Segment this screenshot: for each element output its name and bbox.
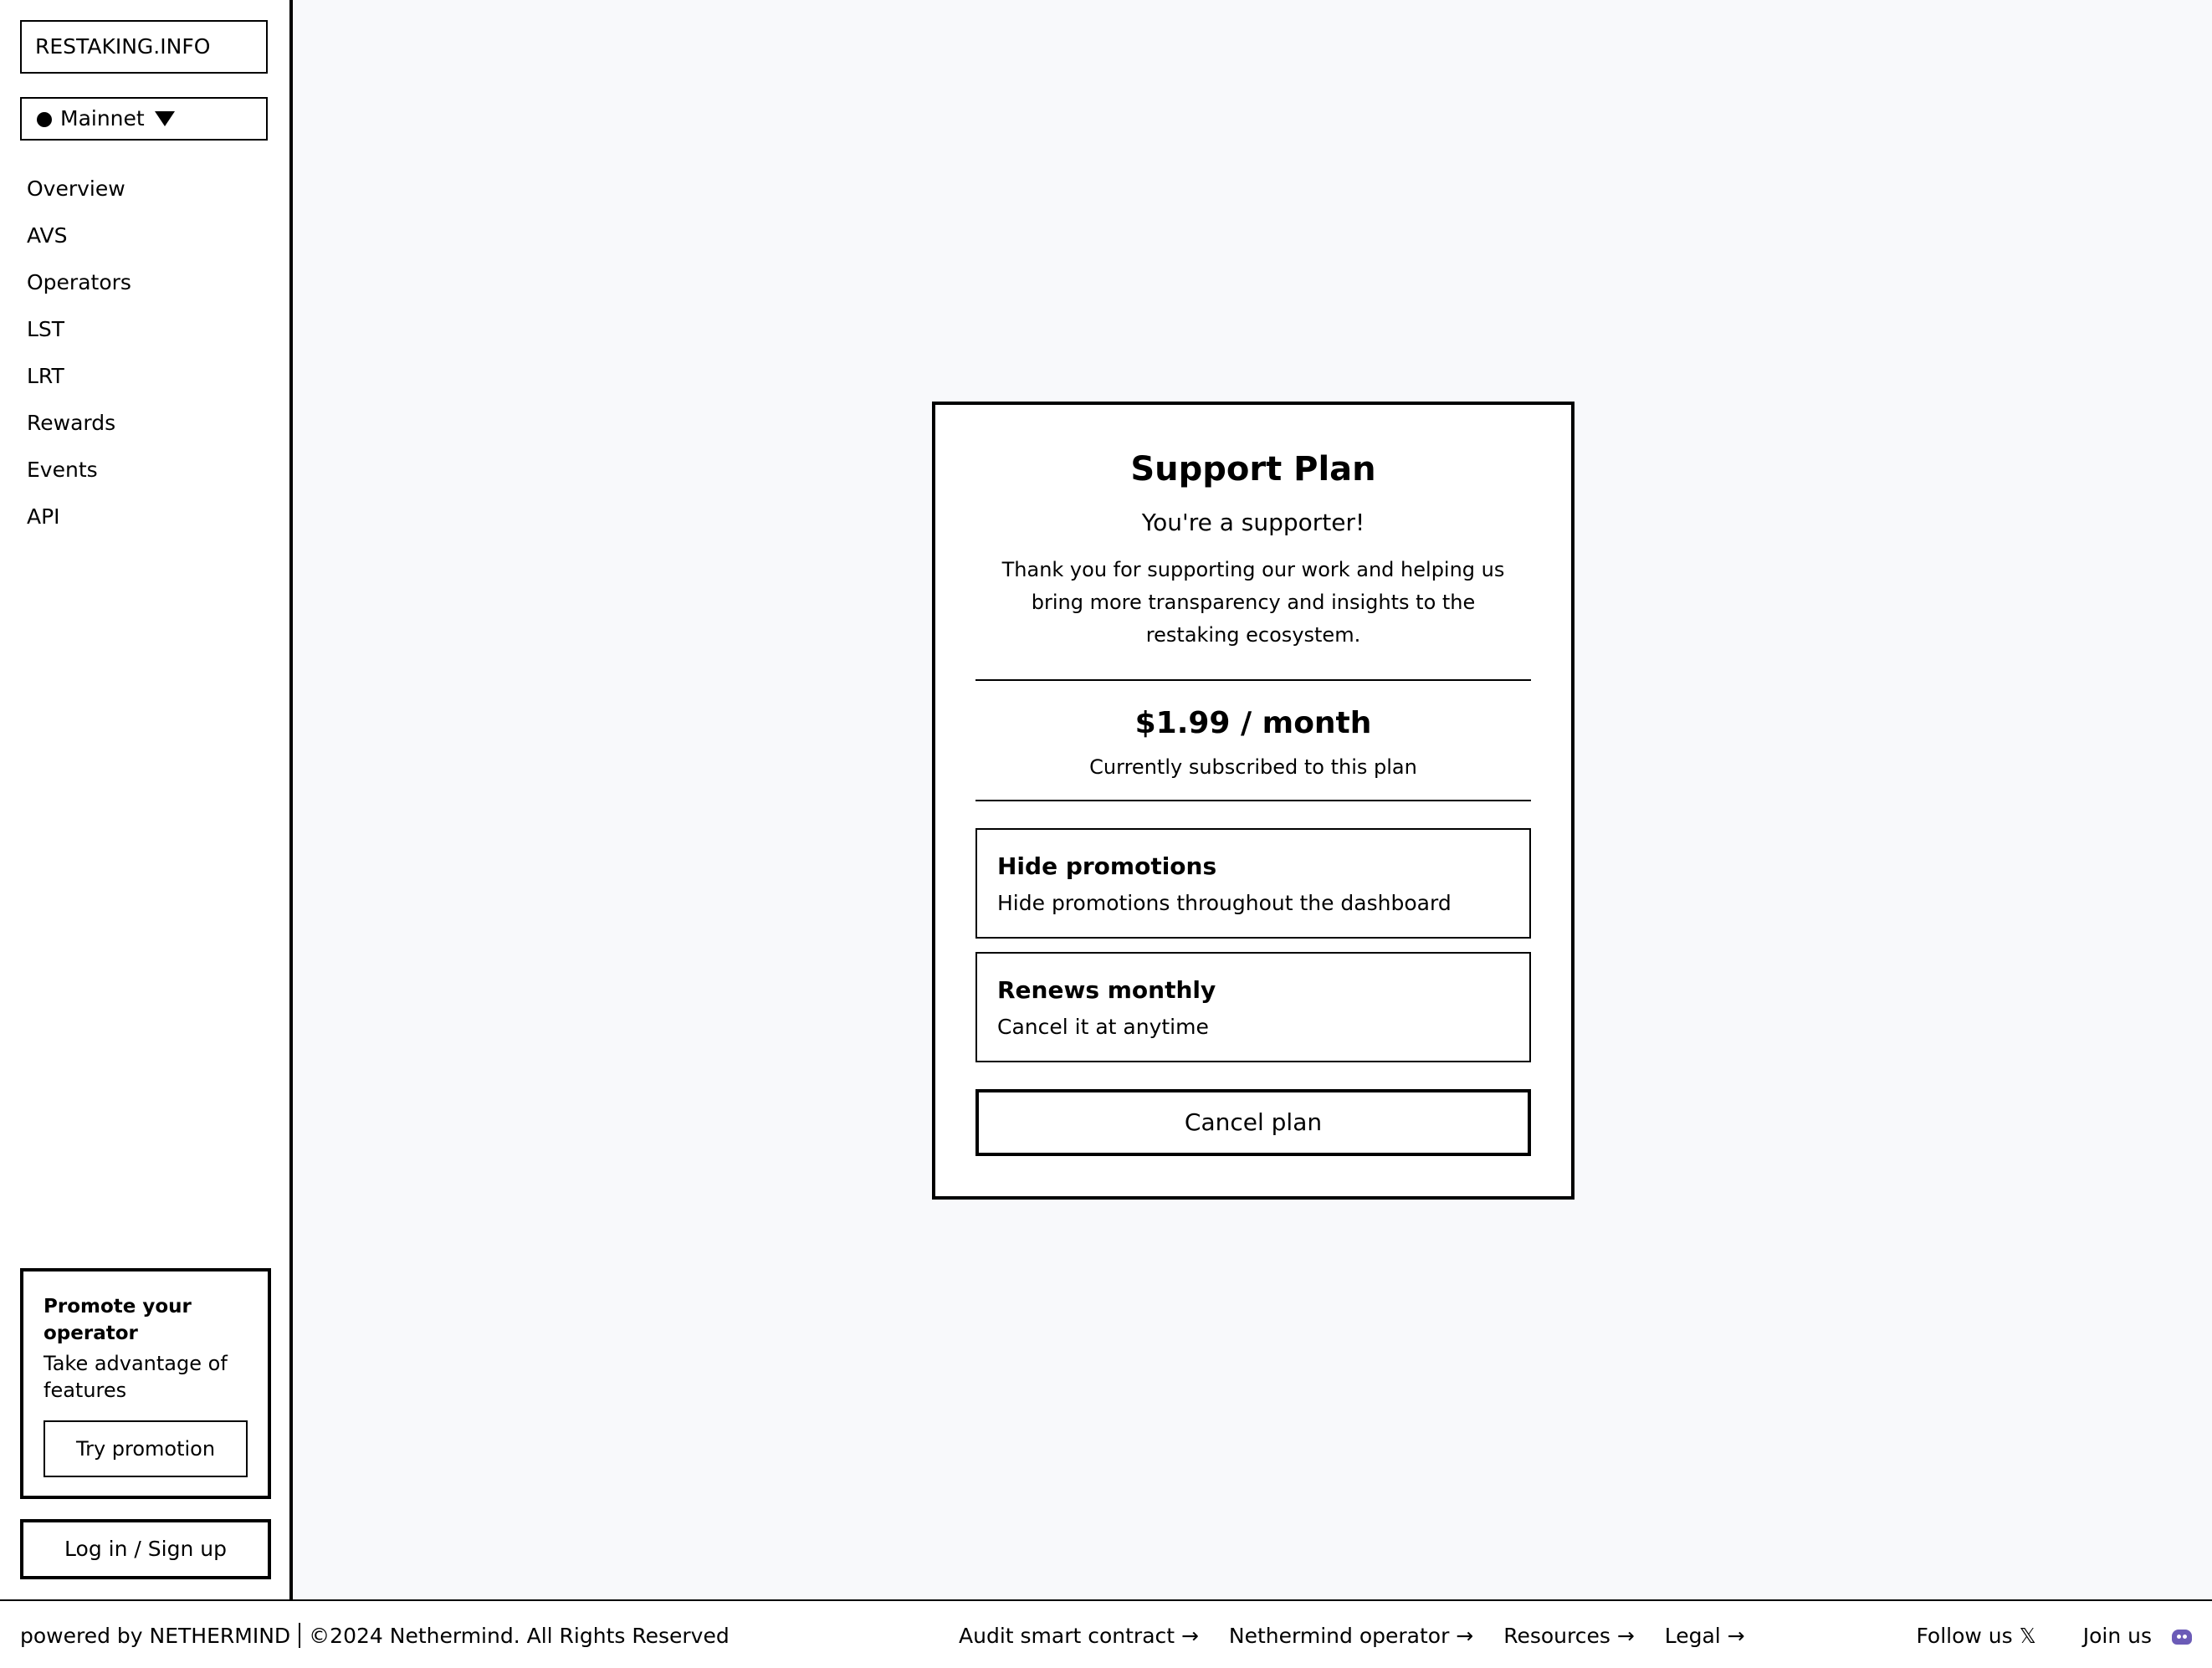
footer-link-resources[interactable]: Resources → — [1503, 1624, 1635, 1648]
plan-subtitle: You're a supporter! — [1141, 509, 1365, 536]
feature-text: Cancel it at anytime — [997, 1015, 1209, 1039]
nav-item-lst[interactable]: LST — [27, 317, 65, 341]
nav-item-events[interactable]: Events — [27, 458, 98, 482]
discord-icon — [2172, 1630, 2192, 1645]
plan-status: Currently subscribed to this plan — [1089, 755, 1417, 779]
promo-card — [20, 1268, 271, 1499]
footer-link-operator[interactable]: Nethermind operator → — [1228, 1624, 1474, 1648]
sidebar — [0, 0, 293, 1599]
feature-title: Renews monthly — [997, 976, 1216, 1004]
feature-hide-promotions — [975, 828, 1531, 939]
nav-item-lrt[interactable]: LRT — [27, 364, 64, 388]
plan-title: Support Plan — [1130, 450, 1376, 489]
caret-down-icon — [155, 111, 175, 126]
cancel-plan-button[interactable]: Cancel plan — [975, 1089, 1531, 1156]
footer-credits — [20, 1623, 730, 1650]
nav-item-api[interactable]: API — [27, 504, 60, 529]
try-promotion-button[interactable]: Try promotion — [44, 1420, 248, 1477]
footer-links — [959, 1623, 1769, 1650]
footer-separator — [299, 1623, 300, 1648]
nav-item-avs[interactable]: AVS — [27, 223, 68, 248]
footer-link-legal[interactable]: Legal → — [1664, 1624, 1745, 1648]
footer-social — [1896, 1623, 2192, 1650]
follow-us-link[interactable]: Follow us 𝕏 — [1916, 1624, 2036, 1648]
divider-top — [975, 679, 1531, 681]
join-us-link[interactable] — [2063, 1624, 2192, 1648]
login-signup-button[interactable]: Log in / Sign up — [20, 1519, 271, 1579]
feature-text: Hide promotions throughout the dashboard — [997, 891, 1452, 915]
powered-by[interactable]: powered by NETHERMIND — [20, 1624, 291, 1648]
brand-logo[interactable]: RESTAKING.INFO — [20, 20, 268, 74]
divider-bottom — [975, 800, 1531, 801]
main-content — [293, 0, 2212, 1599]
promo-text: Take advantage of features — [44, 1352, 228, 1402]
join-us-label: Join us — [2082, 1624, 2152, 1648]
promo-title: Promote your operator — [44, 1296, 192, 1344]
footer-link-audit[interactable]: Audit smart contract → — [959, 1624, 1199, 1648]
sidebar-nav — [27, 166, 131, 540]
plan-price: $1.99 / month — [1134, 706, 1372, 740]
network-selector[interactable] — [20, 97, 268, 141]
status-dot-icon — [37, 112, 52, 127]
footer — [0, 1599, 2212, 1668]
copyright: ©2024 Nethermind. All Rights Reserved — [309, 1624, 730, 1648]
nav-item-overview[interactable]: Overview — [27, 177, 125, 201]
feature-title: Hide promotions — [997, 852, 1217, 880]
network-label: Mainnet — [60, 106, 145, 130]
feature-renews-monthly — [975, 952, 1531, 1062]
nav-item-rewards[interactable]: Rewards — [27, 411, 116, 435]
plan-description: Thank you for supporting our work and helping us bring more transparency and insights to the restaking ecosystem. — [1001, 558, 1505, 647]
support-plan-card — [932, 402, 1575, 1200]
nav-item-operators[interactable]: Operators — [27, 270, 131, 294]
